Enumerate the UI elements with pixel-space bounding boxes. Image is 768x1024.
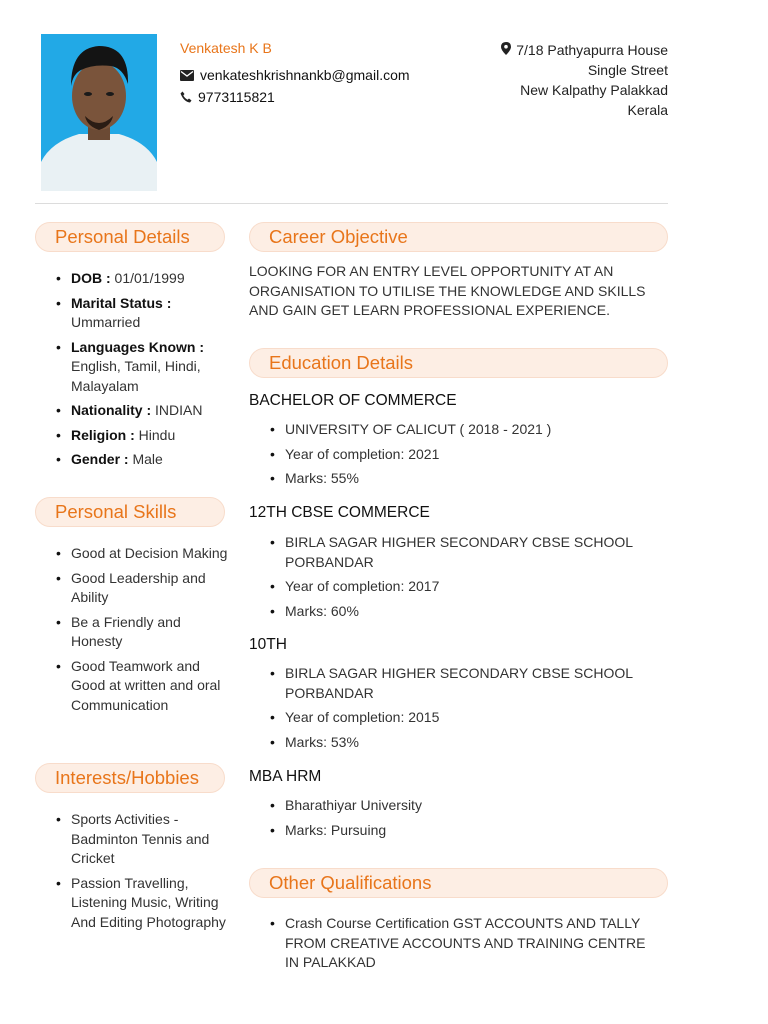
education-heading: Education Details xyxy=(249,348,668,378)
email-row xyxy=(180,67,410,83)
list-item: • Crash Course Certification GST ACCOUNTS AND TALLY FROM CREATIVE ACCOUNTS AND TRAINING CENTRE IN PALAKKAD xyxy=(263,914,663,973)
phone-row xyxy=(180,89,275,105)
list-item: • BIRLA SAGAR HIGHER SECONDARY CBSE SCHOOL PORBANDAR xyxy=(263,533,663,572)
list-item: • Be a Friendly and Honesty xyxy=(49,613,229,652)
list-item: • DOB : 01/01/1999 xyxy=(49,269,229,289)
list-item: • Year of completion: 2021 xyxy=(263,445,663,465)
address-line: 7/18 Pathyapurra House xyxy=(516,42,668,58)
list-item: • Year of completion: 2015 xyxy=(263,708,663,728)
personal-skills-heading: Personal Skills xyxy=(35,497,225,527)
envelope-icon xyxy=(180,70,194,81)
list-item: • Religion : Hindu xyxy=(49,426,229,446)
header-divider xyxy=(35,203,668,204)
list-item: • Good at Decision Making xyxy=(49,544,229,564)
address-block xyxy=(501,40,668,120)
list-item: • Marks: Pursuing xyxy=(263,821,663,841)
email-text[interactable]: venkateshkrishnankb@gmail.com xyxy=(200,67,410,83)
list-item: • Marks: 53% xyxy=(263,733,663,753)
other-qualifications-list xyxy=(263,914,663,978)
list-item: • Marks: 60% xyxy=(263,602,663,622)
education-items xyxy=(263,533,663,626)
career-objective-heading: Career Objective xyxy=(249,222,668,252)
list-item: • Year of completion: 2017 xyxy=(263,577,663,597)
interests-list xyxy=(49,810,229,937)
address-line: Single Street xyxy=(587,62,668,78)
list-item: • Nationality : INDIAN xyxy=(49,401,229,421)
list-item: • Marital Status : Ummarried xyxy=(49,294,229,333)
education-items xyxy=(263,420,663,494)
list-item: • Good Teamwork and Good at written and oral Communication xyxy=(49,657,229,716)
list-item: • Sports Activities - Badminton Tennis and Cricket xyxy=(49,810,229,869)
list-item: • UNIVERSITY OF CALICUT ( 2018 - 2021 ) xyxy=(263,420,663,440)
list-item: • Gender : Male xyxy=(49,450,229,470)
degree-title: 10TH xyxy=(249,636,287,653)
education-items xyxy=(263,664,663,757)
list-item: • Passion Travelling, Listening Music, Writing And Editing Photography xyxy=(49,874,229,933)
list-item: • Marks: 55% xyxy=(263,469,663,489)
address-line: Kerala xyxy=(627,102,668,118)
personal-details-heading: Personal Details xyxy=(35,222,225,252)
career-objective-text: LOOKING FOR AN ENTRY LEVEL OPPORTUNITY AT AN ORGANISATION TO UTILISE THE KNOWLEDGE AND SKILLS AND GAIN GET LEARN PROFESSIONAL EXPERIENCE. xyxy=(249,263,646,318)
education-items xyxy=(263,796,663,845)
map-marker-icon xyxy=(501,40,511,60)
personal-skills-list xyxy=(49,544,229,720)
list-item: • Good Leadership and Ability xyxy=(49,569,229,608)
phone-text[interactable]: 9773115821 xyxy=(198,89,275,105)
interests-heading: Interests/Hobbies xyxy=(35,763,225,793)
degree-title: BACHELOR OF COMMERCE xyxy=(249,392,457,409)
list-item: • Languages Known : English, Tamil, Hindi, Malayalam xyxy=(49,338,229,397)
degree-title: 12TH CBSE COMMERCE xyxy=(249,504,430,521)
list-item: • Bharathiyar University xyxy=(263,796,663,816)
other-qualifications-heading: Other Qualifications xyxy=(249,868,668,898)
candidate-name: Venkatesh K B xyxy=(180,40,272,56)
phone-icon xyxy=(180,91,192,103)
profile-photo xyxy=(41,34,157,191)
personal-details-list xyxy=(49,269,229,475)
address-line: New Kalpathy Palakkad xyxy=(520,82,668,98)
degree-title: MBA HRM xyxy=(249,768,322,785)
list-item: • BIRLA SAGAR HIGHER SECONDARY CBSE SCHOOL PORBANDAR xyxy=(263,664,663,703)
